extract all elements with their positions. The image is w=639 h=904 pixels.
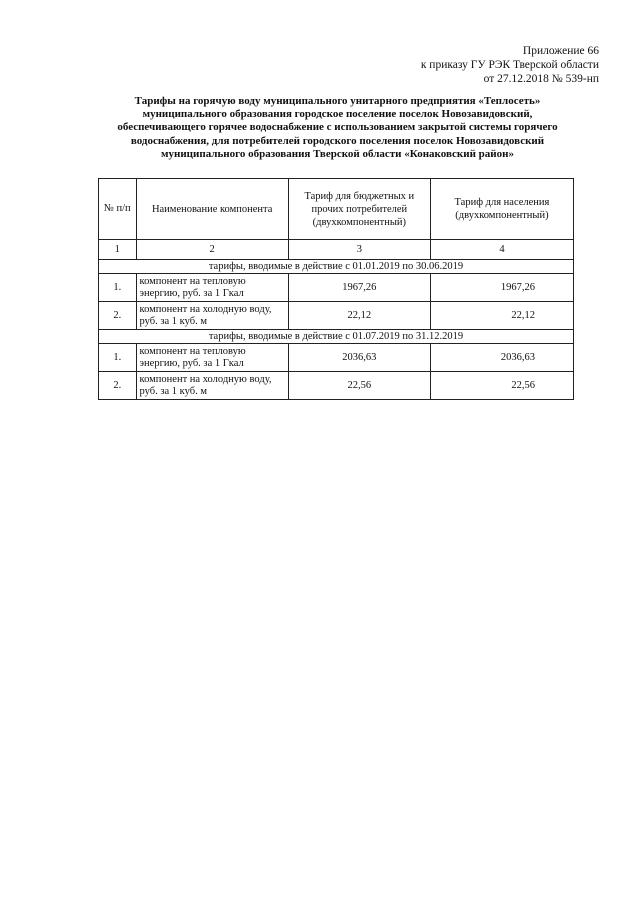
title-line: Тарифы на горячую воду муниципального унитарного предприятия «Теплосеть»: [134, 95, 541, 107]
document-title: [95, 95, 580, 161]
appendix-order: к приказу ГУ РЭК Тверской области: [420, 59, 599, 71]
column-index: 2: [136, 240, 288, 260]
period-label: тарифы, вводимые в действие с 01.07.2019 по 31.12.2019: [99, 330, 574, 344]
row-component-name: компонент на холодную воду, руб. за 1 куб. м: [136, 372, 288, 400]
header-budget-tariff: Тариф для бюджетных и прочих потребителей (двухкомпонентный): [288, 179, 430, 240]
table-header-row: [99, 179, 574, 240]
table-row: [99, 274, 574, 302]
column-index: 1: [99, 240, 137, 260]
column-index: 4: [430, 240, 573, 260]
table-row: [99, 302, 574, 330]
title-line: муниципального образования городское поселение поселок Новозавидовский,: [142, 108, 533, 121]
table-row: [99, 344, 574, 372]
row-budget-tariff: 22,12: [288, 302, 430, 330]
period-label: тарифы, вводимые в действие с 01.01.2019 по 30.06.2019: [99, 260, 574, 274]
table-row: [99, 372, 574, 400]
row-budget-tariff: 22,56: [288, 372, 430, 400]
period-row: [99, 260, 574, 274]
row-budget-tariff: 2036,63: [288, 344, 430, 372]
row-population-tariff: 22,12: [430, 302, 573, 330]
row-component-name: компонент на тепловую энергию, руб. за 1 Гкал: [136, 344, 288, 372]
row-number: 2.: [99, 372, 137, 400]
title-line: муниципального образования Тверской области «Конаковский район»: [161, 147, 514, 160]
title-line: обеспечивающего горячее водоснабжение с использованием закрытой системы горячего: [117, 121, 558, 134]
appendix-number: Приложение 66: [522, 45, 599, 57]
row-population-tariff: 2036,63: [430, 344, 573, 372]
appendix-reference: [421, 44, 599, 86]
row-population-tariff: 1967,26: [430, 274, 573, 302]
tariff-table: [98, 178, 574, 400]
header-component-name: Наименование компонента: [136, 179, 288, 240]
row-number: 1.: [99, 274, 137, 302]
row-number: 1.: [99, 344, 137, 372]
row-number: 2.: [99, 302, 137, 330]
header-number: № п/п: [99, 179, 137, 240]
period-row: [99, 330, 574, 344]
column-index-row: [99, 240, 574, 260]
row-budget-tariff: 1967,26: [288, 274, 430, 302]
row-component-name: компонент на тепловую энергию, руб. за 1 Гкал: [136, 274, 288, 302]
row-component-name: компонент на холодную воду, руб. за 1 куб. м: [136, 302, 288, 330]
header-population-tariff: Тариф для населения (двухкомпонентный): [430, 179, 573, 240]
column-index: 3: [288, 240, 430, 260]
row-population-tariff: 22,56: [430, 372, 573, 400]
appendix-date: от 27.12.2018 № 539-нп: [483, 73, 599, 85]
title-line: водоснабжения, для потребителей городского поселения поселок Новозавидовский: [130, 134, 545, 147]
